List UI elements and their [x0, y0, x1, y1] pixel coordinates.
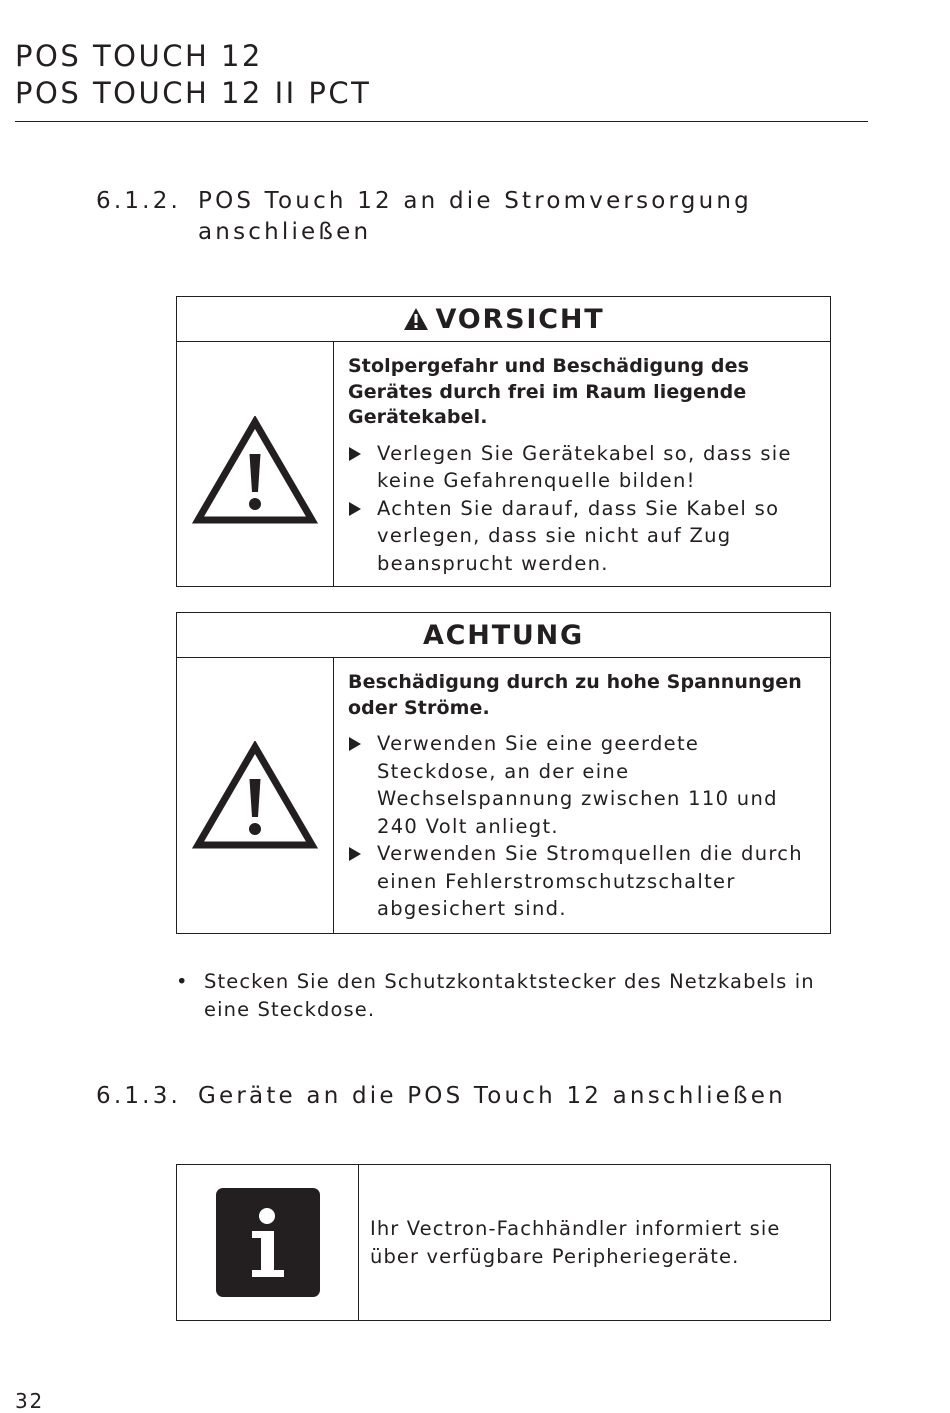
arrow-right-icon	[349, 502, 361, 516]
section-title-line-1: POS Touch 12 an die Stromversorgung	[198, 188, 752, 214]
caution-title: VORSICHT	[435, 303, 605, 335]
list-item	[348, 495, 820, 578]
attention-icon-cell	[177, 658, 334, 933]
info-box	[176, 1164, 831, 1321]
warning-triangle-icon	[403, 307, 429, 331]
caution-headline: Stolpergefahr und Beschädigung des Gerätes durch frei im Raum liegende Gerätekabel.	[348, 355, 750, 428]
arrow-right-icon	[349, 847, 361, 861]
section-title-line-2: anschließen	[198, 219, 372, 245]
section-title: Geräte an die POS Touch 12 anschließen	[198, 1083, 786, 1109]
attention-body	[177, 658, 830, 933]
list-item-text: Verlegen Sie Gerätekabel so, dass sie keine Gefahrenquelle bilden!	[377, 441, 792, 492]
info-text-cell	[359, 1165, 830, 1320]
attention-title-bar	[177, 613, 830, 658]
list-item	[348, 730, 820, 840]
section-heading-6-1-3	[96, 1081, 786, 1112]
warning-triangle-icon	[192, 741, 318, 851]
section-heading-6-1-2	[96, 186, 752, 248]
attention-title: ACHTUNG	[422, 619, 584, 651]
attention-text-cell	[334, 658, 830, 933]
section-number: 6.1.3.	[96, 1083, 182, 1109]
caution-icon-cell	[177, 342, 334, 586]
document-header	[15, 38, 868, 122]
arrow-right-icon	[349, 737, 361, 751]
list-item	[348, 840, 820, 923]
info-text: Ihr Vectron-Fachhändler informiert sie über verfügbare Peripheriegeräte.	[370, 1217, 781, 1268]
list-item	[348, 440, 820, 495]
caution-title-bar	[177, 297, 830, 342]
step-text: Stecken Sie den Schutzkontaktstecker des Netzkabels in eine Steckdose.	[204, 970, 815, 1021]
list-item-text: Verwenden Sie Stromquellen die durch einen Fehlerstromschutzschalter abgesichert sind.	[377, 842, 803, 920]
attention-box	[176, 612, 831, 934]
page-number: 32	[15, 1389, 45, 1413]
info-icon-cell	[177, 1165, 359, 1320]
warning-triangle-icon	[192, 416, 318, 526]
caution-box	[176, 296, 831, 587]
list-item-text: Verwenden Sie eine geerdete Steckdose, an der eine Wechselspannung zwischen 110 und 240 Volt anliegt.	[377, 732, 778, 838]
info-icon	[216, 1188, 320, 1297]
step-instruction	[176, 968, 836, 1024]
attention-headline: Beschädigung durch zu hohe Spannungen oder Ströme.	[348, 671, 802, 719]
caution-text-cell	[334, 342, 830, 586]
caution-list	[348, 440, 820, 578]
header-title-line-2: POS TOUCH 12 II PCT	[15, 76, 372, 110]
section-number: 6.1.2.	[96, 188, 182, 214]
caution-body	[177, 342, 830, 586]
bullet-dot: •	[176, 970, 189, 993]
attention-list	[348, 730, 820, 923]
header-title-line-1: POS TOUCH 12	[15, 39, 263, 73]
list-item-text: Achten Sie darauf, dass Sie Kabel so verlegen, dass sie nicht auf Zug beansprucht werden.	[377, 496, 780, 575]
arrow-right-icon	[349, 447, 361, 461]
